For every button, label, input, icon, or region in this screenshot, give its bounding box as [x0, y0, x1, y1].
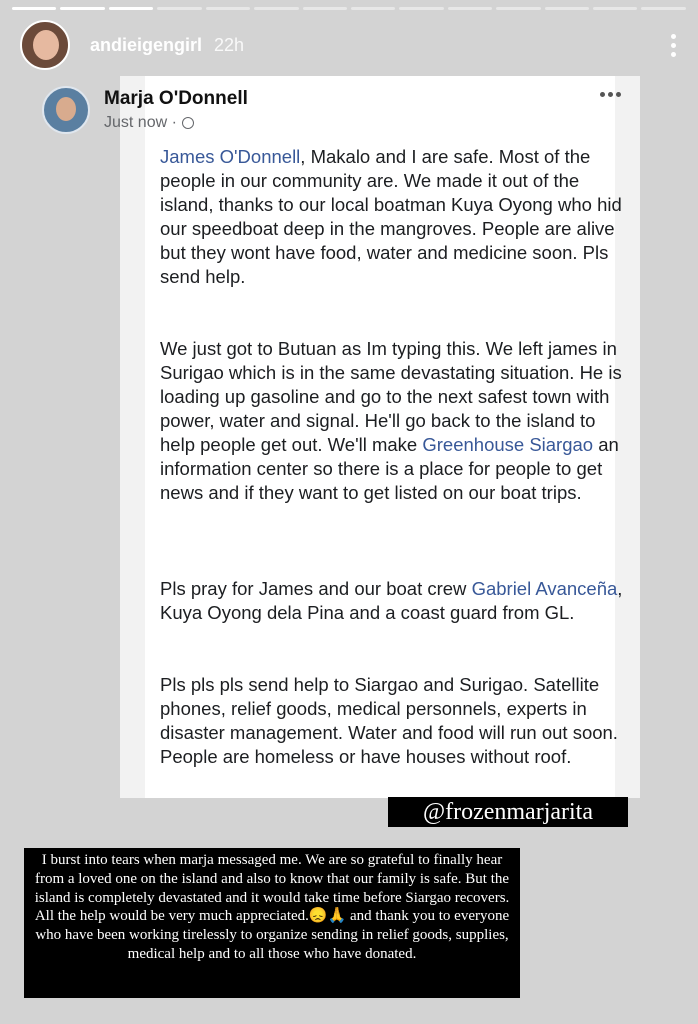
story-header — [20, 22, 678, 68]
progress-segment — [254, 7, 298, 10]
story-progress-bar — [12, 7, 686, 10]
progress-segment — [12, 7, 56, 10]
progress-segment — [448, 7, 492, 10]
story-time: 22h — [214, 34, 245, 55]
post-header — [42, 86, 248, 134]
post-paragraph-1 — [160, 145, 635, 289]
paragraph-text: We just got to Butuan as Im typing this. We left james in Surigao which is in the same devastating situation. He is loading up gasoline and go to the next safest town with power, water and signal. He'll go back to the island to help people get out. We'll make — [160, 338, 622, 455]
progress-segment — [399, 7, 443, 10]
author-name: Marja O'Donnell — [104, 88, 248, 109]
post-paragraph-4: Pls pls pls send help to Siargao and Surigao. Satellite phones, relief goods, medical personnels, experts in disaster management. Water and food will run out soon. People are homeless or have houses without roof. — [160, 674, 618, 767]
mention-link: Gabriel Avanceña — [471, 578, 618, 599]
page-link: Greenhouse Siargao — [422, 434, 594, 455]
progress-segment — [303, 7, 347, 10]
progress-segment — [60, 7, 104, 10]
paragraph-text: Pls pray for James and our boat crew — [160, 578, 472, 599]
paragraph-text: , Makalo and I are safe. Most of the people in our community are. We made it out of the island, thanks to our local boatman Kuya Oyong who hid our speedboat deep in the mangroves. People are alive but they wont have food, water and medicine soon. Pls send help. — [160, 146, 622, 287]
progress-segment — [641, 7, 685, 10]
post-time: Just now · — [104, 114, 177, 131]
progress-segment — [351, 7, 395, 10]
mention-sticker[interactable]: @frozenmarjarita — [388, 797, 628, 827]
progress-segment — [157, 7, 201, 10]
post-meta — [104, 114, 248, 132]
post-paragraph-3 — [160, 577, 635, 625]
paragraph-text: , Kuya Oyong dela Pina and a coast guard from GL. — [160, 578, 623, 623]
post-more-icon — [600, 92, 621, 97]
progress-segment — [496, 7, 540, 10]
author-avatar — [42, 86, 90, 134]
progress-segment — [206, 7, 250, 10]
post-paragraph-2 — [160, 337, 635, 505]
username[interactable]: andieigengirl — [90, 34, 203, 55]
progress-segment — [545, 7, 589, 10]
progress-segment — [593, 7, 637, 10]
globe-icon — [182, 117, 194, 129]
mention-link: James O'Donnell — [160, 146, 301, 167]
progress-segment — [109, 7, 153, 10]
paragraph-text: an information center so there is a place for people to get news and if they want to get listed on our boat trips. — [160, 434, 619, 503]
more-options-icon[interactable] — [668, 34, 678, 57]
user-avatar[interactable] — [20, 20, 70, 70]
story-caption: I burst into tears when marja messaged me. We are so grateful to finally hear from a loved one on the island and also to know that our family is safe. But the island is completely devastated and it would take time before Siargao recovers. All the help would be very much appreciated.😞🙏 and thank you to everyone who have been working tirelessly to organize sending in relief goods, supplies, medical help and to all those who have donated. — [24, 848, 520, 998]
